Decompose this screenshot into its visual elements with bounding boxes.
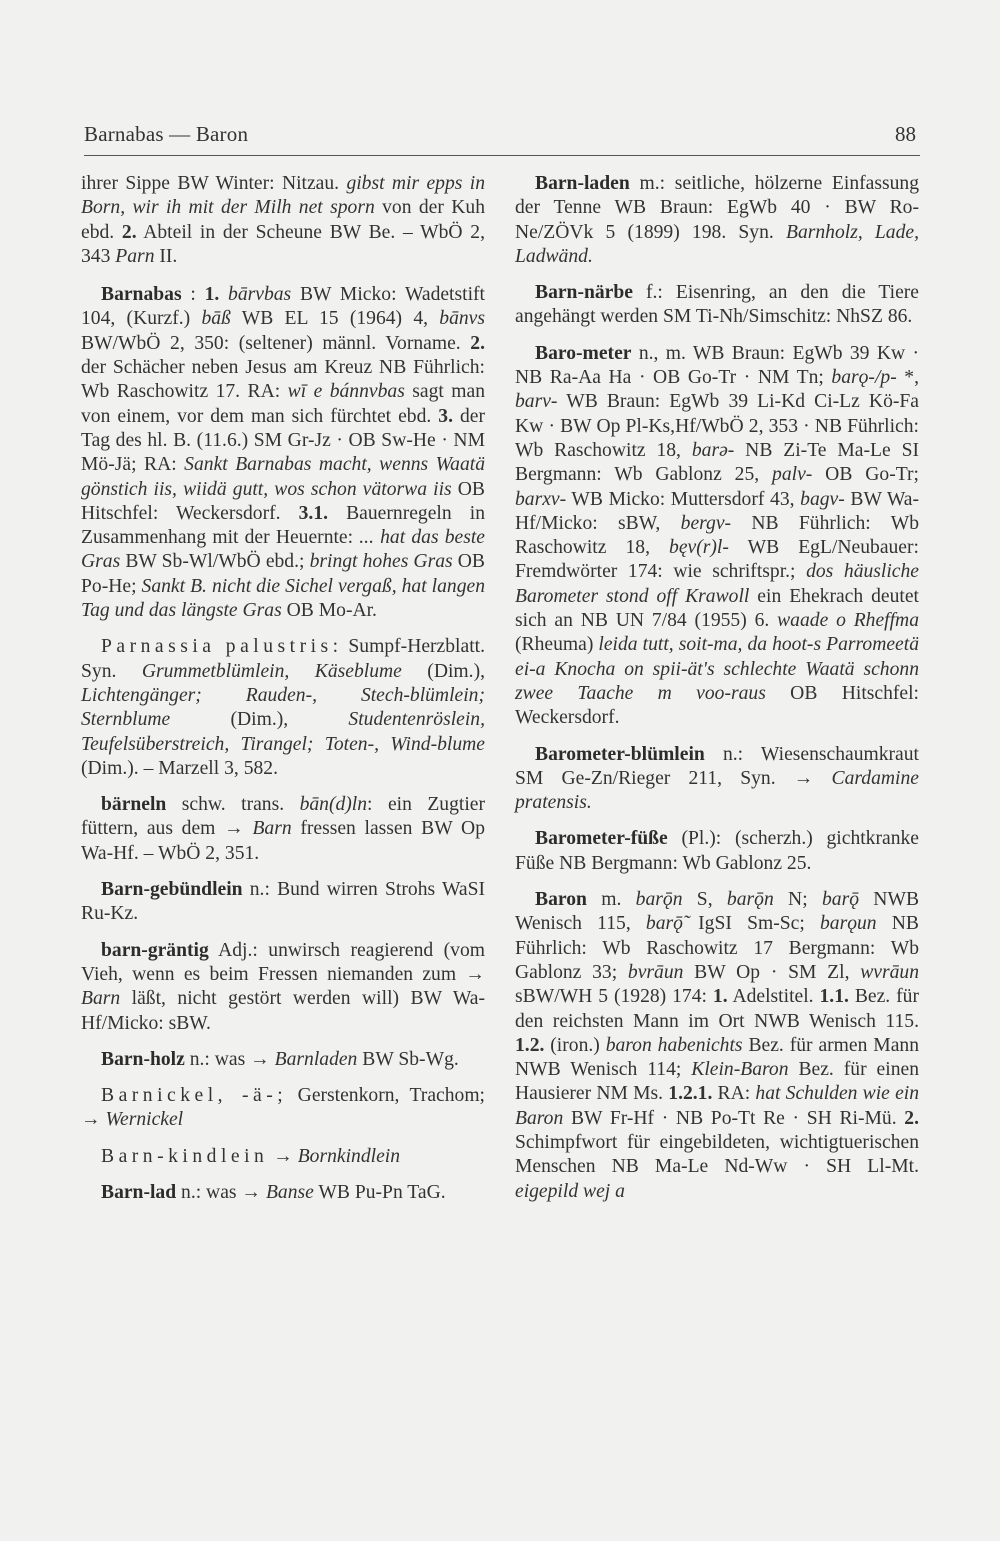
text-run: sBW/WH 5 (1928) 174: <box>515 986 713 1008</box>
text-run: n.: Bund wirren Strohs WaSI Ru-Kz. <box>81 879 485 925</box>
dictionary-entry <box>515 342 919 731</box>
dictionary-entry <box>515 888 919 1204</box>
italic-run: barǭ <box>821 889 859 911</box>
text-run: Adelstitel. <box>727 986 820 1008</box>
italic-run: Sankt Barnabas macht, wenns Waatä gönstich iis, wiidä gutt, wos schon vätorwa iis <box>81 454 486 500</box>
text-run: Schimpfwort für eingebildeten, wichtigtuerischen Menschen NB Ma-Le Nd-Ww · SH Ll-Mt. <box>515 1131 919 1178</box>
sense-number: 3. <box>438 405 453 427</box>
text-run: OB Mo-Ar. <box>281 600 377 622</box>
text-run: N; <box>773 889 822 911</box>
italic-run: bāß <box>201 308 231 330</box>
dictionary-entry <box>81 1181 485 1205</box>
text-run: OB Go-Tr; <box>812 464 919 486</box>
text-run: Gerstenkorn, Trachom; → <box>81 1085 485 1131</box>
italic-run: barǭ̃ <box>645 913 683 935</box>
dictionary-entry <box>81 1084 485 1133</box>
dictionary-entry <box>81 172 485 269</box>
italic-run: Studentenröslein, Teufelsüberstreich, Tirangel; Toten-, Wind-blume <box>81 709 485 755</box>
text-run: m. <box>586 889 636 911</box>
italic-run: Lichtengänger; Rauden-, Stech-blümlein; Sternblume <box>81 684 485 731</box>
italic-run: Grummetblümlein, Käseblume <box>141 660 402 682</box>
text-run: ein Ehekrach deutet sich an NB UN 7/84 (1955) 6. <box>515 585 920 632</box>
text-run: Sumpf-Herzblatt. Syn. <box>81 636 485 682</box>
text-run: BW/WbÖ 2, 350: (seltener) männl. Vorname. <box>81 332 471 354</box>
sense-number: 1. <box>204 284 220 306</box>
text-run: ihrer Sippe BW Winter: Nitzau. <box>81 173 347 194</box>
text-run: Bez. für einen Hausierer NM Ms. <box>515 1059 919 1105</box>
text-run: NB Führlich: Wb Raschowitz 17 Bergmann: Wb Gablonz 33; <box>515 913 920 983</box>
text-run: der Schächer neben Jesus am Kreuz NB Führlich: Wb Raschowitz 17. RA: <box>81 357 485 403</box>
italic-run: barə- <box>691 439 735 461</box>
dictionary-entry <box>81 283 485 623</box>
text-run: IgSI Sm-Sc; <box>682 913 820 935</box>
italic-run: bęv(r)l- <box>669 537 729 559</box>
text-run: BW Sb-Wg. <box>357 1048 459 1070</box>
dictionary-entry <box>81 939 485 1036</box>
headword: Barnabas <box>101 284 182 306</box>
running-title: Barnabas — Baron <box>84 122 249 146</box>
spaced-lemma: Parnassia palustris: <box>101 636 343 658</box>
text-run: f.: Eisenring, an den die Tiere angehängt werden SM Ti-Nh/Simschitz: NhSZ 86. <box>515 282 919 328</box>
italic-run: Wernickel <box>105 1109 184 1131</box>
headword: Baron <box>535 889 587 911</box>
text-run: m.: seitliche, hölzerne Einfassung der Tenne WB Braun: EgWb 40 · BW Ro-Ne/ZÖVk 5 (1899) 198. Syn. <box>515 173 919 243</box>
text-run: WB EgL/Neubauer: Fremdwörter 174: wie schriftspr.; <box>515 537 919 583</box>
text-run: n.: was → <box>184 1048 275 1070</box>
sense-number: 1. <box>712 986 728 1008</box>
dictionary-entry <box>81 1048 485 1072</box>
headword: Barn-lad <box>101 1181 177 1203</box>
text-run: OB Hitschfel: Weckersdorf. <box>515 682 920 729</box>
italic-run: bagv- <box>800 488 845 510</box>
right-column <box>515 172 919 1216</box>
text-run: : ein Zugtier füttern, aus dem → <box>81 794 485 840</box>
text-run: BW Sb-Wl/WbÖ ebd.; <box>120 551 310 573</box>
text-run: II. <box>154 245 178 267</box>
text-run: BW Wa-Hf/Micko: sBW, <box>515 488 920 534</box>
italic-run: Barnladen <box>274 1048 358 1070</box>
dictionary-entry <box>81 635 485 781</box>
italic-run: gibst mir epps in Born, wir ih mit der Milh net sporn <box>81 173 485 219</box>
italic-run: bergv- <box>680 512 732 534</box>
italic-run: baron habenichts <box>605 1034 743 1056</box>
headword: Baro-meter <box>535 342 632 364</box>
italic-run: wvrāun <box>860 961 920 983</box>
dictionary-entry <box>81 1145 485 1169</box>
italic-run: leida tutt, soit-ma, da hoot-s Parromeetä ei-a Knocha on spii-ät's schlechte Waatä schonn zwee Taache m voo-raus <box>515 634 919 704</box>
italic-run: barǭn <box>635 889 683 911</box>
text-run: (Rheuma) <box>515 634 599 656</box>
italic-run: barǫun <box>819 913 877 935</box>
text-run: n.: was → <box>176 1181 266 1203</box>
text-run: schw. trans. <box>166 794 300 816</box>
text-run: sagt man von einem, vor dem man sich fürchtet ebd. <box>81 381 486 427</box>
italic-run: bānvs <box>439 308 485 330</box>
text-run: WB Pu-Pn TaG. <box>313 1181 446 1203</box>
headword: Barn-laden <box>535 173 630 194</box>
headword: bärneln <box>101 794 167 816</box>
italic-run: palv- <box>772 464 813 486</box>
italic-run: bvrāun <box>627 961 684 983</box>
italic-run: Banse <box>265 1181 314 1203</box>
dictionary-entry <box>515 281 919 330</box>
text-run: Abteil in der Scheune BW Be. – WbÖ 2, 343 <box>81 221 485 267</box>
italic-run: Barn <box>252 818 292 840</box>
text-run: (Dim.), <box>401 660 485 682</box>
dictionary-entry <box>515 743 919 816</box>
italic-run: Bornkindlein <box>297 1145 401 1167</box>
italic-run: barǭn <box>726 889 774 911</box>
headword: Barn-gebündlein <box>101 879 243 901</box>
text-run: RA: <box>712 1083 756 1105</box>
text-run: WB Micko: Muttersdorf 43, <box>566 488 801 510</box>
sense-number: 2. <box>470 332 485 354</box>
text-run: von der Kuh ebd. <box>81 197 485 243</box>
dictionary-entry <box>515 172 919 269</box>
italic-run: barv- <box>515 391 558 413</box>
italic-run: Parn <box>115 245 155 267</box>
text-run: BW Fr-Hf · NB Po-Tt Re · SH Ri-Mü. <box>563 1107 905 1129</box>
sense-number: 1.2. <box>515 1034 545 1056</box>
text-run: (iron.) <box>544 1034 606 1056</box>
italic-run: Klein-Baron <box>691 1059 789 1081</box>
text-run: Bauernregeln in Zusammenhang mit der Heuernte: <box>81 502 485 549</box>
italic-run: bringt hohes Gras <box>309 551 453 573</box>
spaced-lemma: Barnickel, -ä-; <box>101 1085 288 1107</box>
text-run: *, <box>896 367 919 389</box>
italic-run: Cardamine pratensis. <box>515 767 919 814</box>
dictionary-entry <box>515 827 919 876</box>
text-run: WB Braun: EgWb 39 Li-Kd Ci-Lz Kö-Fa Kw · BW Op Pl-Ks,Hf/WbÖ 2, 353 · NB Führlich: Wb Raschowitz 18, <box>515 391 919 461</box>
text-run: der Tag des hl. B. (11.6.) SM Gr-Jz · OB Sw-He · NM Mö-Jä; RA: <box>81 405 485 476</box>
headword: Barn-närbe <box>535 282 633 304</box>
sense-number: 2. <box>121 221 137 243</box>
headword: Barometer-blümlein <box>535 743 705 765</box>
text-run: Bez. für armen Mann NWB Wenisch 114; <box>515 1034 919 1081</box>
italic-run: eigepild wej a <box>515 1180 625 1202</box>
text-run: läßt, nicht gestört werden will) BW Wa-Hf/Micko: sBW. <box>81 988 485 1034</box>
italic-run: waade o Rheffma <box>777 610 920 632</box>
italic-run: Barnholz, Lade, Ladwänd. <box>515 221 920 267</box>
sense-number: 1.1. <box>819 986 849 1008</box>
text-run: → <box>268 1145 298 1167</box>
text-run: Adj.: unwirsch reagierend (vom Vieh, wenn es beim Fressen niemanden zum → <box>81 939 485 985</box>
running-header <box>84 116 920 156</box>
text-run: : <box>181 284 205 306</box>
italic-run: barxv- <box>515 488 567 510</box>
italic-run: ... hat das beste Gras <box>81 527 486 573</box>
text-run: (Dim.), <box>170 709 349 731</box>
text-run: NB Führlich: Wb Raschowitz 18, <box>515 512 919 559</box>
page-number: 88 <box>895 122 916 146</box>
text-run: BW Micko: Wadetstift 104, (Kurzf.) <box>81 284 485 330</box>
text-run: OB Hitschfel: Weckersdorf. <box>81 478 485 524</box>
text-run: WB EL 15 (1964) 4, <box>230 308 440 330</box>
italic-run: bārvbas <box>228 284 292 306</box>
dictionary-entry <box>81 793 485 866</box>
italic-run: wī e bánnvbas <box>287 381 405 403</box>
headword: Barn-holz <box>101 1048 185 1070</box>
text-run: n.: Wiesenschaumkraut SM Ge-Zn/Rieger 211, Syn. → <box>515 743 919 789</box>
text-run: NB Zi-Te Ma-Le SI Bergmann: Wb Gablonz 25, <box>515 439 919 486</box>
italic-run: barǫ-/p- <box>831 367 897 389</box>
text-run: n., m. WB Braun: EgWb 39 Kw · NB Ra-Aa Ha · OB Go-Tr · NM Tn; <box>515 342 919 389</box>
italic-run: Sankt B. nicht die Sichel vergaß, hat langen Tag und das längste Gras <box>81 575 485 622</box>
headword: barn-gräntig <box>101 939 209 961</box>
text-run: BW Op · SM Zl, <box>683 961 861 983</box>
sense-number: 1.2.1. <box>668 1083 713 1105</box>
text-run: (Dim.). – Marzell 3, 582. <box>81 757 278 779</box>
headword: Barometer-füße <box>535 828 668 850</box>
italic-run: Barn <box>81 988 121 1010</box>
spaced-lemma: Barn-kindlein <box>101 1145 269 1167</box>
text-run <box>219 284 228 305</box>
text-run: (Pl.): (scherzh.) gichtkranke Füße NB Bergmann: Wb Gablonz 25. <box>515 828 919 874</box>
text-run: S, <box>682 889 727 911</box>
italic-run: bān(d)ln <box>299 794 368 816</box>
text-run: OB Po-He; <box>81 551 485 597</box>
italic-run: dos häusliche Barometer stond off Krawoll <box>515 561 919 607</box>
header-rule <box>84 155 920 156</box>
text-run: NWB Wenisch 115, <box>515 889 920 935</box>
sense-number: 3.1. <box>298 502 329 524</box>
left-column <box>81 172 485 1217</box>
dictionary-entry <box>81 878 485 927</box>
sense-number: 2. <box>904 1107 919 1129</box>
text-run: Bez. für den reichsten Mann im Ort NWB Wenisch 115. <box>515 986 919 1032</box>
text-run: fressen lassen BW Op Wa-Hf. – WbÖ 2, 351. <box>81 818 486 864</box>
italic-run: hat Schulden wie ein Baron <box>515 1083 920 1129</box>
